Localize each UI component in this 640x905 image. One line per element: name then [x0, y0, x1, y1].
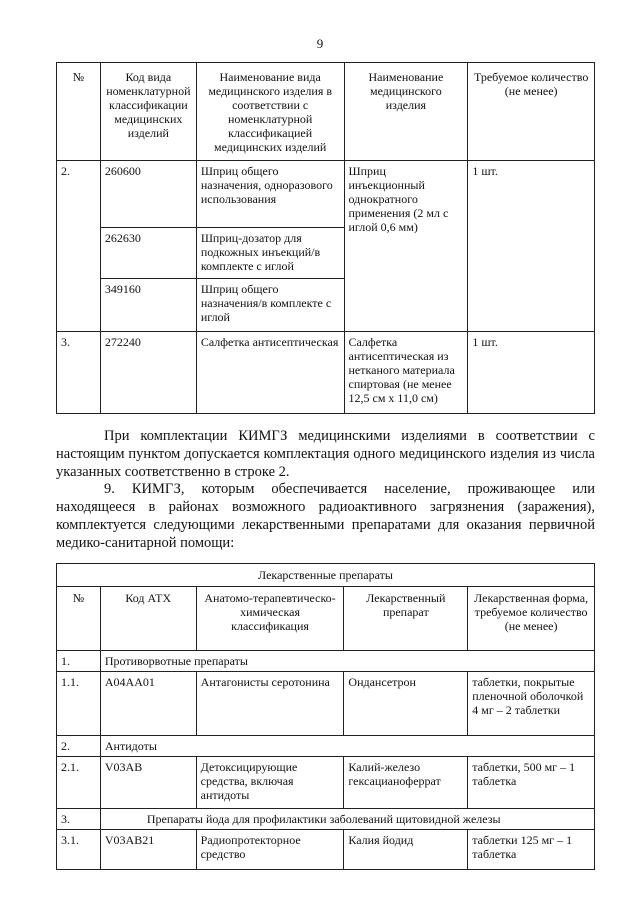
atc-classification: Антагонисты серотонина	[196, 672, 344, 736]
header-cell: Код вида номенклатурной классификации медицинских изделий	[100, 63, 196, 161]
table-header-row	[57, 587, 595, 651]
drug-name: Ондансетрон	[344, 672, 468, 736]
header-cell: Лекарственный препарат	[344, 587, 468, 651]
header-cell: №	[57, 63, 101, 161]
drug-form: таблетки 125 мг – 1 таблетка	[468, 830, 595, 870]
group-number: 3.	[57, 809, 101, 830]
group-title: Препараты йода для профилактики заболеваний щитовидной железы	[100, 809, 594, 830]
group-row	[57, 651, 595, 672]
row-number: 2.1.	[57, 757, 101, 809]
table-title: Лекарственные препараты	[57, 564, 595, 587]
drug-form: таблетки, 500 мг – 1 таблетка	[468, 757, 595, 809]
device-code: 272240	[100, 332, 196, 414]
paragraph: При комплектации КИМГЗ медицинскими изделиями в соответствии с настоящим пунктом допускается комплектация одного медицинского изделия из числа указанных соответственно в строке 2.	[56, 428, 595, 480]
header-cell: №	[57, 587, 101, 651]
group-row	[57, 736, 595, 757]
drug-form: таблетки, покрытые пленочной оболочкой 4 мг – 2 таблетки	[468, 672, 595, 736]
table-row	[57, 672, 595, 736]
header-cell: Наименование медицинского изделия	[344, 63, 468, 161]
group-number: 1.	[57, 651, 101, 672]
row-number: 1.1.	[57, 672, 101, 736]
table-row	[57, 332, 595, 414]
group-title: Антидоты	[100, 736, 594, 757]
atc-code: A04AA01	[100, 672, 196, 736]
medical-devices-table	[56, 62, 595, 414]
device-name: Шприц инъекционный однократного применения (2 мл с иглой 0,6 мм)	[344, 161, 468, 332]
header-cell: Лекарственная форма, требуемое количество (не менее)	[468, 587, 595, 651]
device-kind: Шприц общего назначения/в комплекте с иглой	[196, 279, 344, 332]
device-kind: Салфетка антисептическая	[196, 332, 344, 414]
header-cell: Требуемое количество (не менее)	[468, 63, 595, 161]
device-kind: Шприц общего назначения, одноразового использования	[196, 161, 344, 228]
device-code: 349160	[100, 279, 196, 332]
header-cell: Анатомо-терапевтическо-химическая классификация	[196, 587, 344, 651]
device-kind: Шприц-дозатор для подкожных инъекций/в комплекте с иглой	[196, 228, 344, 279]
header-cell: Наименование вида медицинского изделия в соответствии с номенклатурной классификацией медицинских изделий	[196, 63, 344, 161]
row-number: 3.1.	[57, 830, 101, 870]
device-quantity: 1 шт.	[468, 332, 595, 414]
device-code: 260600	[100, 161, 196, 228]
medicines-table	[56, 563, 595, 870]
atc-code: V03AB21	[100, 830, 196, 870]
atc-code: V03AB	[100, 757, 196, 809]
group-number: 2.	[57, 736, 101, 757]
group-row	[57, 809, 595, 830]
device-name: Салфетка антисептическая из нетканого материала спиртовая (не менее 12,5 см х 11,0 см)	[344, 332, 468, 414]
atc-classification: Радиопротекторное средство	[196, 830, 344, 870]
table-title-row	[57, 564, 595, 587]
device-quantity: 1 шт.	[468, 161, 595, 332]
page-number: 9	[316, 36, 324, 51]
table-header-row	[57, 63, 595, 161]
row-number: 2.	[57, 161, 101, 332]
atc-classification: Детоксицирующие средства, включая антидоты	[196, 757, 344, 809]
table-row	[57, 757, 595, 809]
group-title: Противорвотные препараты	[100, 651, 594, 672]
header-cell: Код АТХ	[100, 587, 196, 651]
table-row	[57, 161, 595, 228]
drug-name: Калия йодид	[344, 830, 468, 870]
drug-name: Калий-железо гексацианоферрат	[344, 757, 468, 809]
row-number: 3.	[57, 332, 101, 414]
device-code: 262630	[100, 228, 196, 279]
paragraph: 9. КИМГЗ, которым обеспечивается население, проживающее или находящееся в районах возможного радиоактивного загрязнения (заражения), комплектуется следующими лекарственными препаратами для оказания первичной медико-санитарной помощи:	[56, 481, 595, 551]
table-row	[57, 830, 595, 870]
